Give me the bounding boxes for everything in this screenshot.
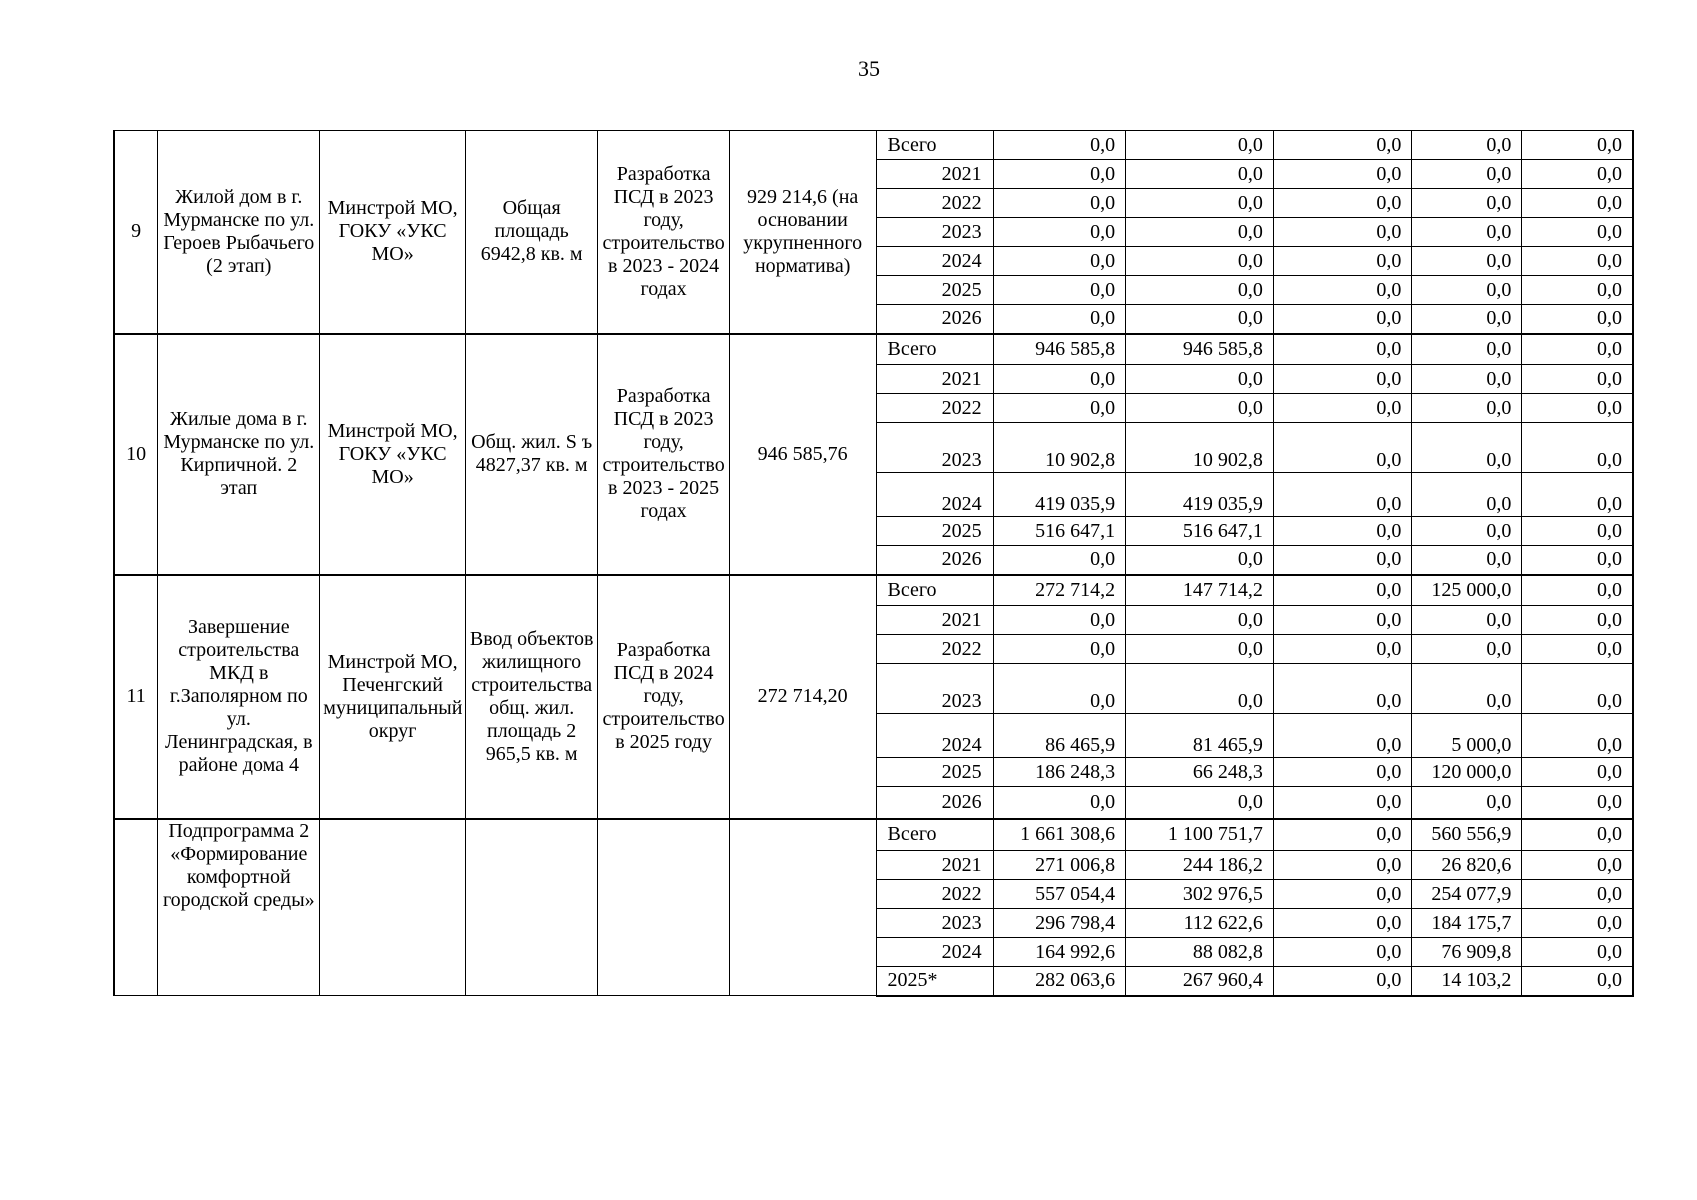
federal-budget-value: 0,0 <box>1273 967 1412 996</box>
regional-budget-value: 0,0 <box>1126 606 1274 635</box>
program-table-body <box>114 131 1633 996</box>
year-cell: 2026 <box>876 305 993 334</box>
total-value: 282 063,6 <box>993 967 1125 996</box>
cost: 929 214,6 (на основании укрупненного норматива) <box>729 131 876 334</box>
total-value: 0,0 <box>993 664 1125 714</box>
local-budget-value: 0,0 <box>1412 546 1522 575</box>
local-budget-value: 26 820,6 <box>1412 851 1522 880</box>
federal-budget-value: 0,0 <box>1273 880 1412 909</box>
extra-budget-value: 0,0 <box>1522 160 1633 189</box>
local-budget-value: 120 000,0 <box>1412 758 1522 787</box>
regional-budget-value: 0,0 <box>1126 664 1274 714</box>
total-value: 0,0 <box>993 606 1125 635</box>
regional-budget-value: 88 082,8 <box>1126 938 1274 967</box>
regional-budget-value: 0,0 <box>1126 305 1274 334</box>
local-budget-value: 0,0 <box>1412 247 1522 276</box>
local-budget-value: 0,0 <box>1412 517 1522 546</box>
extra-budget-value: 0,0 <box>1522 635 1633 664</box>
year-cell: 2021 <box>876 160 993 189</box>
federal-budget-value: 0,0 <box>1273 394 1412 423</box>
period: Разработка ПСД в 2023 году, строительство в 2023 - 2024 годах <box>598 131 729 334</box>
regional-budget-value: 516 647,1 <box>1126 517 1274 546</box>
regional-budget-value: 302 976,5 <box>1126 880 1274 909</box>
local-budget-value: 184 175,7 <box>1412 909 1522 938</box>
federal-budget-value: 0,0 <box>1273 160 1412 189</box>
cost: 272 714,20 <box>729 575 876 819</box>
extra-budget-value: 0,0 <box>1522 967 1633 996</box>
federal-budget-value: 0,0 <box>1273 218 1412 247</box>
year-cell: 2024 <box>876 247 993 276</box>
local-budget-value: 0,0 <box>1412 787 1522 819</box>
year-cell: 2025 <box>876 517 993 546</box>
total-value: 946 585,8 <box>993 334 1125 365</box>
local-budget-value: 0,0 <box>1412 635 1522 664</box>
total-value: 0,0 <box>993 131 1125 160</box>
total-value: 186 248,3 <box>993 758 1125 787</box>
year-cell: 2023 <box>876 664 993 714</box>
cost <box>729 819 876 996</box>
local-budget-value: 0,0 <box>1412 189 1522 218</box>
federal-budget-value: 0,0 <box>1273 517 1412 546</box>
row-number <box>114 819 158 996</box>
extra-budget-value: 0,0 <box>1522 423 1633 473</box>
local-budget-value: 14 103,2 <box>1412 967 1522 996</box>
total-value: 296 798,4 <box>993 909 1125 938</box>
extra-budget-value: 0,0 <box>1522 247 1633 276</box>
federal-budget-value: 0,0 <box>1273 787 1412 819</box>
regional-budget-value: 0,0 <box>1126 218 1274 247</box>
executor: Минстрой МО, Печенгский муниципальный округ <box>320 575 466 819</box>
extra-budget-value: 0,0 <box>1522 334 1633 365</box>
local-budget-value: 0,0 <box>1412 276 1522 305</box>
capacity <box>465 819 597 996</box>
local-budget-value: 0,0 <box>1412 423 1522 473</box>
regional-budget-value: 0,0 <box>1126 394 1274 423</box>
extra-budget-value: 0,0 <box>1522 664 1633 714</box>
federal-budget-value: 0,0 <box>1273 305 1412 334</box>
federal-budget-value: 0,0 <box>1273 473 1412 517</box>
local-budget-value: 5 000,0 <box>1412 714 1522 758</box>
total-value: 0,0 <box>993 305 1125 334</box>
year-cell: 2026 <box>876 546 993 575</box>
year-cell: Всего <box>876 575 993 606</box>
row-number: 10 <box>114 334 158 575</box>
year-cell: Всего <box>876 334 993 365</box>
period <box>598 819 729 996</box>
federal-budget-value: 0,0 <box>1273 131 1412 160</box>
page-number: 35 <box>858 56 880 81</box>
year-cell: 2025 <box>876 758 993 787</box>
extra-budget-value: 0,0 <box>1522 606 1633 635</box>
regional-budget-value: 267 960,4 <box>1126 967 1274 996</box>
total-value: 419 035,9 <box>993 473 1125 517</box>
local-budget-value: 0,0 <box>1412 664 1522 714</box>
year-cell: Всего <box>876 819 993 851</box>
year-cell: 2022 <box>876 394 993 423</box>
extra-budget-value: 0,0 <box>1522 880 1633 909</box>
regional-budget-value: 0,0 <box>1126 787 1274 819</box>
federal-budget-value: 0,0 <box>1273 664 1412 714</box>
total-value: 0,0 <box>993 787 1125 819</box>
regional-budget-value: 81 465,9 <box>1126 714 1274 758</box>
year-cell: 2026 <box>876 787 993 819</box>
extra-budget-value: 0,0 <box>1522 758 1633 787</box>
regional-budget-value: 244 186,2 <box>1126 851 1274 880</box>
program-table <box>113 130 1634 997</box>
year-cell: 2024 <box>876 473 993 517</box>
period: Разработка ПСД в 2024 году, строительство в 2025 году <box>598 575 729 819</box>
year-cell: 2022 <box>876 880 993 909</box>
extra-budget-value: 0,0 <box>1522 575 1633 606</box>
total-value: 0,0 <box>993 189 1125 218</box>
regional-budget-value: 946 585,8 <box>1126 334 1274 365</box>
object-name: Подпрограмма 2 «Формирование комфортной городской среды» <box>158 819 320 996</box>
extra-budget-value: 0,0 <box>1522 819 1633 851</box>
local-budget-value: 0,0 <box>1412 218 1522 247</box>
executor: Минстрой МО, ГОКУ «УКС МО» <box>320 131 466 334</box>
total-value: 86 465,9 <box>993 714 1125 758</box>
extra-budget-value: 0,0 <box>1522 131 1633 160</box>
regional-budget-value: 0,0 <box>1126 276 1274 305</box>
regional-budget-value: 112 622,6 <box>1126 909 1274 938</box>
cost: 946 585,76 <box>729 334 876 575</box>
regional-budget-value: 1 100 751,7 <box>1126 819 1274 851</box>
executor: Минстрой МО, ГОКУ «УКС МО» <box>320 334 466 575</box>
local-budget-value: 0,0 <box>1412 305 1522 334</box>
table-row <box>114 819 1633 851</box>
total-value: 0,0 <box>993 635 1125 664</box>
federal-budget-value: 0,0 <box>1273 606 1412 635</box>
federal-budget-value: 0,0 <box>1273 909 1412 938</box>
federal-budget-value: 0,0 <box>1273 575 1412 606</box>
capacity: Общая площадь 6942,8 кв. м <box>465 131 597 334</box>
total-value: 0,0 <box>993 546 1125 575</box>
object-name: Завершение строительства МКД в г.Заполярном по ул. Ленинградская, в районе дома 4 <box>158 575 320 819</box>
local-budget-value: 0,0 <box>1412 131 1522 160</box>
total-value: 272 714,2 <box>993 575 1125 606</box>
total-value: 0,0 <box>993 247 1125 276</box>
year-cell: 2021 <box>876 606 993 635</box>
total-value: 0,0 <box>993 160 1125 189</box>
total-value: 0,0 <box>993 365 1125 394</box>
local-budget-value: 0,0 <box>1412 160 1522 189</box>
object-name: Жилые дома в г. Мурманске по ул. Кирпичной. 2 этап <box>158 334 320 575</box>
local-budget-value: 0,0 <box>1412 606 1522 635</box>
federal-budget-value: 0,0 <box>1273 247 1412 276</box>
extra-budget-value: 0,0 <box>1522 473 1633 517</box>
extra-budget-value: 0,0 <box>1522 276 1633 305</box>
federal-budget-value: 0,0 <box>1273 714 1412 758</box>
local-budget-value: 76 909,8 <box>1412 938 1522 967</box>
total-value: 271 006,8 <box>993 851 1125 880</box>
year-cell: 2023 <box>876 909 993 938</box>
regional-budget-value: 0,0 <box>1126 635 1274 664</box>
federal-budget-value: 0,0 <box>1273 938 1412 967</box>
table-row <box>114 334 1633 365</box>
executor <box>320 819 466 996</box>
regional-budget-value: 0,0 <box>1126 189 1274 218</box>
extra-budget-value: 0,0 <box>1522 189 1633 218</box>
local-budget-value: 0,0 <box>1412 394 1522 423</box>
federal-budget-value: 0,0 <box>1273 758 1412 787</box>
federal-budget-value: 0,0 <box>1273 276 1412 305</box>
year-cell: 2024 <box>876 938 993 967</box>
regional-budget-value: 66 248,3 <box>1126 758 1274 787</box>
year-cell: 2025 <box>876 276 993 305</box>
total-value: 516 647,1 <box>993 517 1125 546</box>
federal-budget-value: 0,0 <box>1273 851 1412 880</box>
local-budget-value: 560 556,9 <box>1412 819 1522 851</box>
federal-budget-value: 0,0 <box>1273 189 1412 218</box>
federal-budget-value: 0,0 <box>1273 334 1412 365</box>
extra-budget-value: 0,0 <box>1522 787 1633 819</box>
extra-budget-value: 0,0 <box>1522 218 1633 247</box>
capacity: Общ. жил. S ъ 4827,37 кв. м <box>465 334 597 575</box>
total-value: 557 054,4 <box>993 880 1125 909</box>
regional-budget-value: 0,0 <box>1126 365 1274 394</box>
total-value: 164 992,6 <box>993 938 1125 967</box>
year-cell: 2021 <box>876 365 993 394</box>
year-cell: 2022 <box>876 635 993 664</box>
local-budget-value: 254 077,9 <box>1412 880 1522 909</box>
extra-budget-value: 0,0 <box>1522 305 1633 334</box>
total-value: 1 661 308,6 <box>993 819 1125 851</box>
year-cell: 2023 <box>876 423 993 473</box>
total-value: 0,0 <box>993 276 1125 305</box>
extra-budget-value: 0,0 <box>1522 851 1633 880</box>
year-cell: Всего <box>876 131 993 160</box>
total-value: 0,0 <box>993 394 1125 423</box>
federal-budget-value: 0,0 <box>1273 423 1412 473</box>
table-row <box>114 575 1633 606</box>
extra-budget-value: 0,0 <box>1522 365 1633 394</box>
local-budget-value: 0,0 <box>1412 334 1522 365</box>
year-cell: 2021 <box>876 851 993 880</box>
extra-budget-value: 0,0 <box>1522 714 1633 758</box>
regional-budget-value: 10 902,8 <box>1126 423 1274 473</box>
year-cell: 2024 <box>876 714 993 758</box>
extra-budget-value: 0,0 <box>1522 517 1633 546</box>
period: Разработка ПСД в 2023 году, строительство в 2023 - 2025 годах <box>598 334 729 575</box>
year-cell: 2022 <box>876 189 993 218</box>
extra-budget-value: 0,0 <box>1522 938 1633 967</box>
federal-budget-value: 0,0 <box>1273 546 1412 575</box>
extra-budget-value: 0,0 <box>1522 909 1633 938</box>
row-number: 11 <box>114 575 158 819</box>
row-number: 9 <box>114 131 158 334</box>
total-value: 0,0 <box>993 218 1125 247</box>
total-value: 10 902,8 <box>993 423 1125 473</box>
object-name: Жилой дом в г. Мурманске по ул. Героев Рыбачьего (2 этап) <box>158 131 320 334</box>
extra-budget-value: 0,0 <box>1522 394 1633 423</box>
regional-budget-value: 0,0 <box>1126 131 1274 160</box>
local-budget-value: 125 000,0 <box>1412 575 1522 606</box>
regional-budget-value: 0,0 <box>1126 160 1274 189</box>
extra-budget-value: 0,0 <box>1522 546 1633 575</box>
capacity: Ввод объектов жилищного строительства общ. жил. площадь 2 965,5 кв. м <box>465 575 597 819</box>
regional-budget-value: 0,0 <box>1126 247 1274 276</box>
year-cell: 2023 <box>876 218 993 247</box>
regional-budget-value: 0,0 <box>1126 546 1274 575</box>
federal-budget-value: 0,0 <box>1273 635 1412 664</box>
regional-budget-value: 147 714,2 <box>1126 575 1274 606</box>
year-cell: 2025* <box>876 967 993 996</box>
local-budget-value: 0,0 <box>1412 473 1522 517</box>
regional-budget-value: 419 035,9 <box>1126 473 1274 517</box>
table-row <box>114 131 1633 160</box>
local-budget-value: 0,0 <box>1412 365 1522 394</box>
federal-budget-value: 0,0 <box>1273 819 1412 851</box>
federal-budget-value: 0,0 <box>1273 365 1412 394</box>
